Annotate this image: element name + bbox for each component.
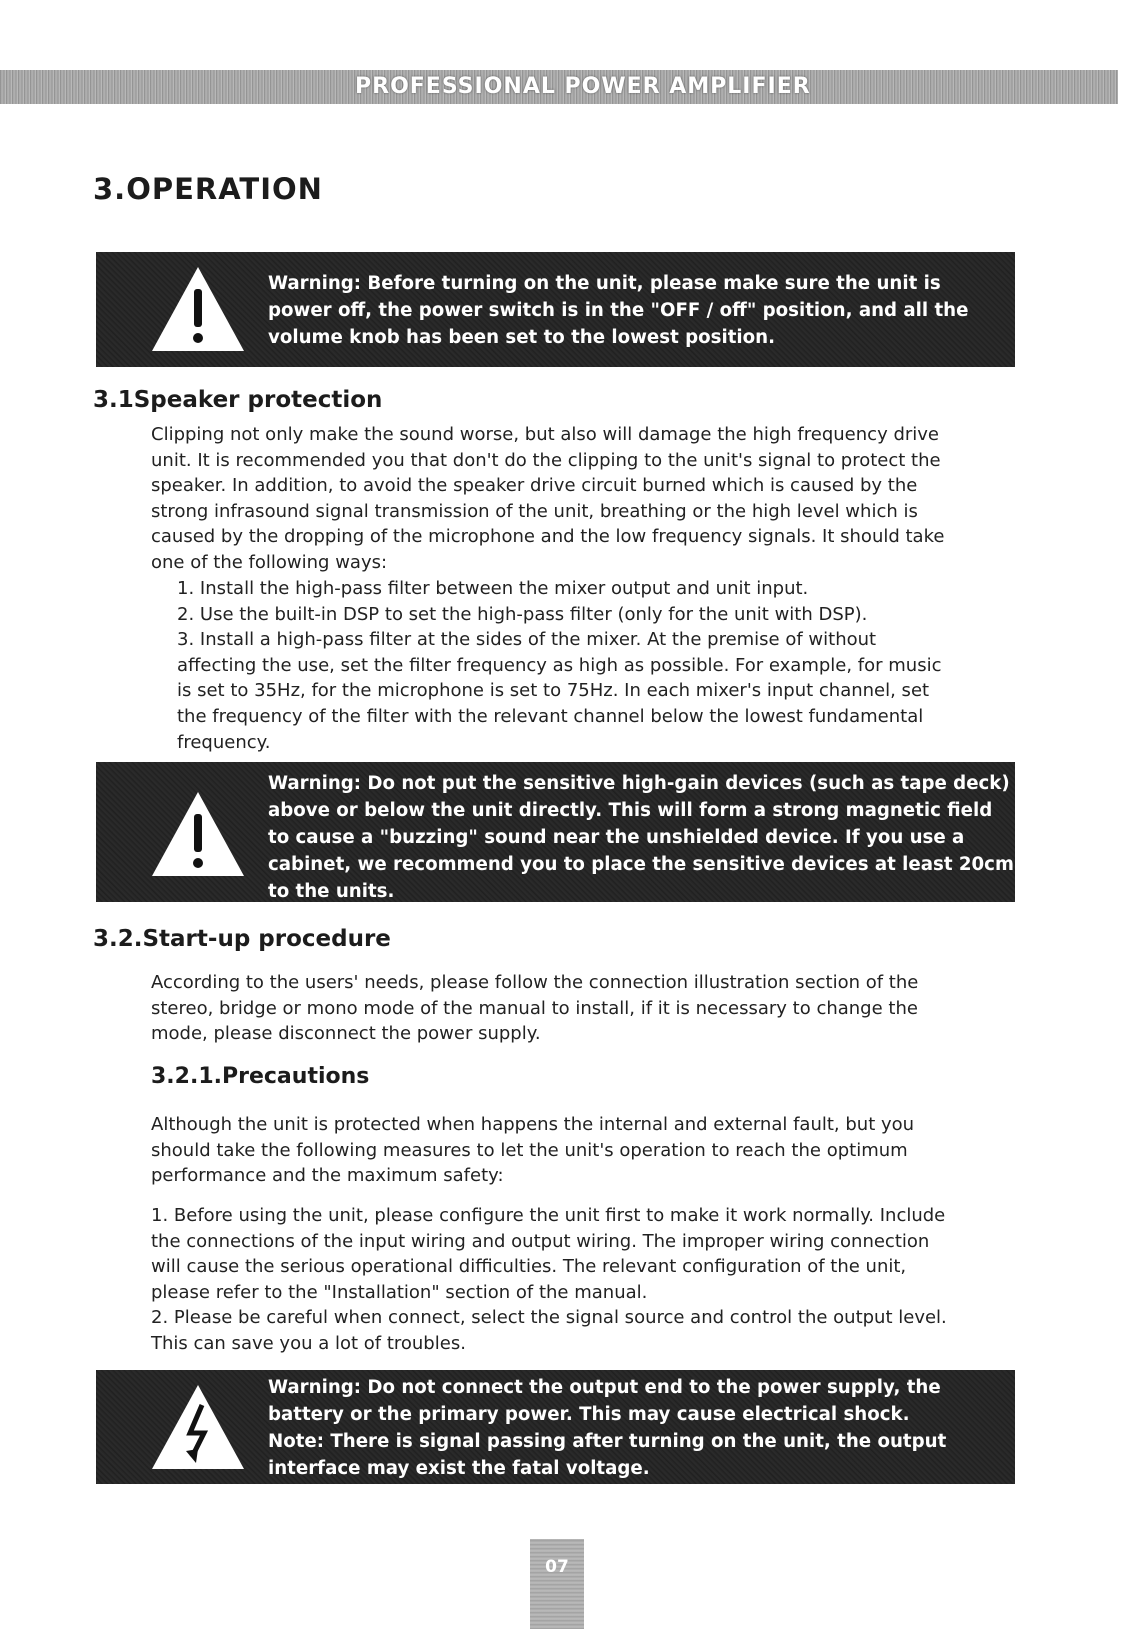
list-item: 1. Before using the unit, please configure the unit first to make it work normally. Include: [151, 1205, 946, 1226]
warning-line: Warning: Do not connect the output end to the power supply, the: [268, 1377, 941, 1398]
list-item: please refer to the "Installation" section of the manual.: [151, 1281, 648, 1303]
text-line: stereo, bridge or mono mode of the manual to install, if it is necessary to change the: [151, 997, 918, 1019]
text-line: performance and the maximum safety:: [151, 1165, 504, 1187]
paragraph-precautions-intro: [151, 1112, 914, 1189]
list-precautions: [151, 1203, 947, 1357]
text-line: one of the following ways:: [151, 551, 388, 573]
warning-line: to cause a "buzzing" sound near the unshielded device. If you use a: [268, 827, 965, 848]
page-number: 07: [545, 1557, 569, 1577]
list-item: the frequency of the filter with the relevant channel below the lowest fundamental: [177, 705, 924, 727]
warning-icon: [150, 265, 246, 353]
list-item: will cause the serious operational difficulties. The relevant configuration of the unit,: [151, 1256, 907, 1278]
list-item: affecting the use, set the filter frequency as high as possible. For example, for music: [177, 654, 942, 676]
warning-line: cabinet, we recommend you to place the sensitive devices at least 20cm: [268, 854, 1014, 875]
page-number-badge: [530, 1539, 584, 1629]
text-line: strong infrasound signal transmission of the unit, breathing or the high level which is: [151, 500, 918, 522]
text-line: mode, please disconnect the power supply.: [151, 1023, 541, 1045]
list-item: 2. Please be careful when connect, select the signal source and control the output level.: [151, 1307, 947, 1329]
list-item: frequency.: [177, 731, 271, 753]
list-item: 3. Install a high-pass filter at the sides of the mixer. At the premise of without: [177, 629, 877, 651]
warning-line: battery or the primary power. This may cause electrical shock.: [268, 1404, 910, 1425]
section-title: 3.OPERATION: [93, 172, 323, 206]
heading-speaker-protection: 3.1Speaker protection: [93, 387, 383, 413]
warning-line: Warning: Before turning on the unit, please make sure the unit is: [268, 273, 941, 294]
warning-line: to the units.: [268, 881, 395, 902]
warning-line: interface may exist the fatal voltage.: [268, 1458, 650, 1479]
electric-shock-icon: [150, 1383, 246, 1471]
paragraph-speaker-intro: [151, 422, 944, 576]
warning-line: Note: There is signal passing after turning on the unit, the output: [268, 1431, 947, 1452]
text-line: should take the following measures to let the unit's operation to reach the optimum: [151, 1139, 908, 1161]
paragraph-startup-intro: [151, 970, 918, 1047]
heading-precautions: 3.2.1.Precautions: [151, 1064, 370, 1089]
warning-line: volume knob has been set to the lowest position.: [268, 327, 775, 348]
warning-box-power: [96, 252, 1015, 367]
text-line: Although the unit is protected when happens the internal and external fault, but you: [151, 1114, 915, 1135]
list-item: This can save you a lot of troubles.: [151, 1332, 466, 1354]
list-item: 2. Use the built-in DSP to set the high-pass filter (only for the unit with DSP).: [177, 603, 868, 625]
warning-line: power off, the power switch is in the "OFF / off" position, and all the: [268, 300, 969, 321]
list-speaker-methods: [177, 576, 942, 755]
warning-box-magnetic: [96, 762, 1015, 902]
warning-line: Warning: Do not put the sensitive high-gain devices (such as tape deck): [268, 773, 1010, 794]
header-title: PROFESSIONAL POWER AMPLIFIER: [355, 74, 811, 99]
text-line: According to the users' needs, please follow the connection illustration section of the: [151, 972, 919, 993]
warning-icon: [150, 790, 246, 878]
list-item: is set to 35Hz, for the microphone is set to 75Hz. In each mixer's input channel, set: [177, 680, 930, 702]
text-line: Clipping not only make the sound worse, but also will damage the high frequency drive: [151, 424, 939, 445]
list-item: 1. Install the high-pass filter between the mixer output and unit input.: [177, 578, 809, 599]
list-item: the connections of the input wiring and output wiring. The improper wiring connection: [151, 1230, 930, 1252]
text-line: caused by the dropping of the microphone and the low frequency signals. It should take: [151, 526, 945, 548]
heading-startup-procedure: 3.2.Start-up procedure: [93, 926, 391, 952]
warning-box-electric: [96, 1370, 1015, 1484]
warning-line: above or below the unit directly. This will form a strong magnetic field: [268, 800, 993, 821]
text-line: speaker. In addition, to avoid the speaker drive circuit burned which is caused by the: [151, 475, 918, 497]
text-line: unit. It is recommended you that don't do the clipping to the unit's signal to protect the: [151, 449, 941, 471]
